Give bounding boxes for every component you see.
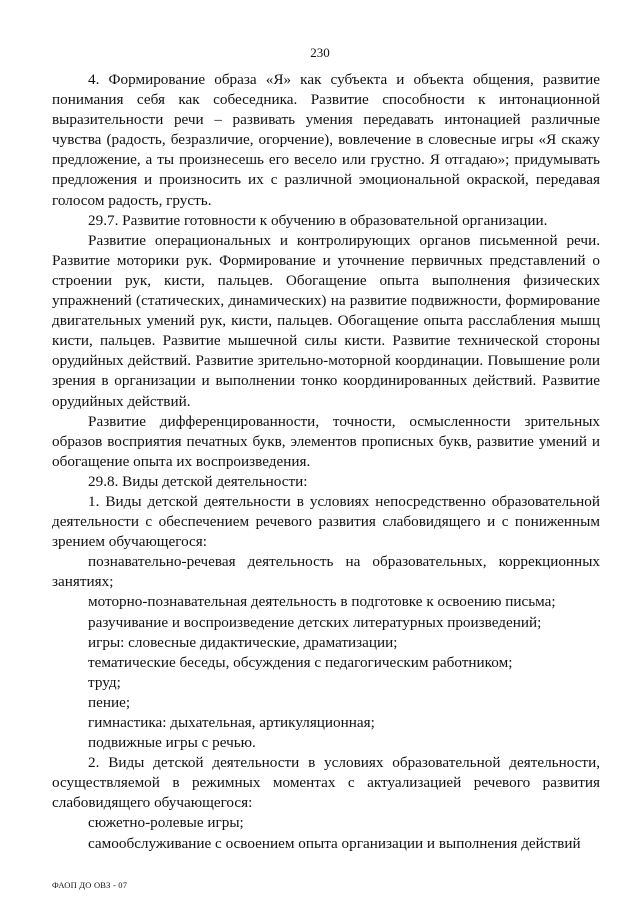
paragraph-image-of-self: 4. Формирование образа «Я» как субъекта и объекта общения, развитие понимания себя как собеседника. Развитие способности к интонационной выразительности речи – развивать умения передавать интонацией различные чувства (радость, безразличие, огорчение), вовлечение в словесные игры «Я скажу предложение, а ты произнесешь его весело или грустно. Я отгадаю»; придумывать предложения и произносить их с различной эмоциональной окраской, передавая голосом радость, грусть. [52,71,600,209]
page-footer: ФАОП ДО ОВЗ - 07 [52,880,128,890]
list-item: труд; [88,673,121,691]
list-item: разучивание и воспроизведение детских литературных произведений; [88,613,542,631]
body-text [52,70,600,854]
page-number: 230 [310,45,330,60]
list-item: моторно-познавательная деятельность в подготовке к освоению письма; [88,593,556,611]
list-item: самообслуживание с освоением опыта организации и выполнения действий [88,834,581,852]
section-heading-29-7: 29.7. Развитие готовности к обучению в образовательной организации. [88,211,548,229]
paragraph-activity-types-1: 1. Виды детской деятельности в условиях непосредственно образовательной деятельности с обеспечением речевого развития слабовидящего и с пониженным зрением обучающегося: [52,492,600,551]
list-item: пение; [88,693,131,711]
list-item: игры: словесные дидактические, драматизации; [88,633,398,651]
paragraph-visual-perception: Развитие дифференцированности, точности, осмысленности зрительных образов восприятия печатных букв, элементов прописных букв, развитие умений и обогащение опыта их воспроизведения. [52,412,600,470]
list-item: гимнастика: дыхательная, артикуляционная; [88,714,375,731]
list-item: подвижные игры с речью. [88,734,256,752]
paragraph-activity-types-2: 2. Виды детской деятельности в условиях образовательной деятельности, осуществляемой в режимных моментах с актуализацией речевого развития слабовидящего обучающегося: [52,754,600,812]
list-item: сюжетно-ролевые игры; [88,814,244,832]
list-item: познавательно-речевая деятельность на образовательных, коррекционных занятиях; [52,553,600,591]
paragraph-written-speech-motor: Развитие операциональных и контролирующих органов письменной речи. Развитие моторики рук. Формирование и уточнение первичных представлений о строении рук, кисти, пальцев. Обогащение опыта выполнения физических упражнений (статических, динамических) на развитие подвижности, формирование двигательных умений рук, кисти, пальцев. Обогащение опыта расслабления мышц кисти, пальцев. Развитие мышечной силы кисти. Развитие технической стороны орудийных действий. Развитие зрительно-моторной координации. Повышение роли зрения в организации и выполнении тонко координированных действий. Развитие орудийных действий. [52,231,600,410]
list-item: тематические беседы, обсуждения с педагогическим работником; [88,653,513,671]
section-heading-29-8: 29.8. Виды детской деятельности: [88,472,308,490]
